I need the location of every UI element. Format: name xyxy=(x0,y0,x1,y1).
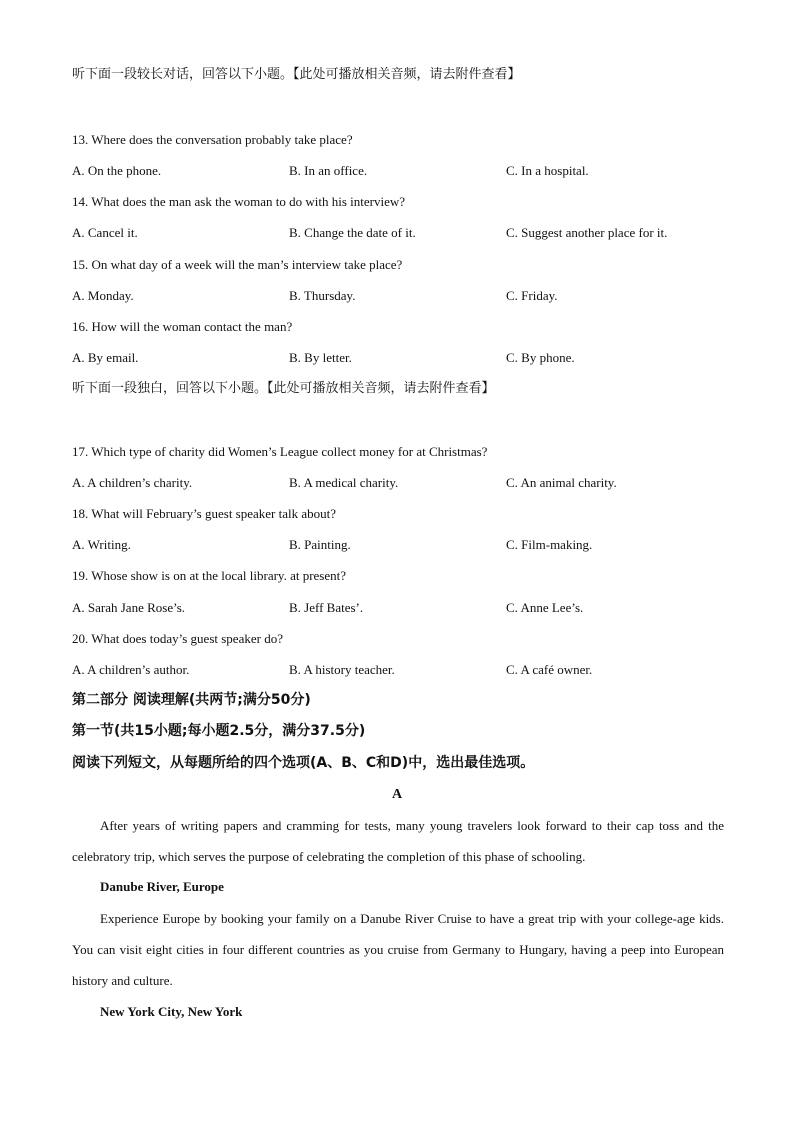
section1-title: 第一节(共15小题;每小题2.5分，满分37.5分) xyxy=(72,723,366,739)
question-15-option-b: B. Thursday. xyxy=(289,288,356,303)
question-20: 20. What does today’s guest speaker do? xyxy=(72,631,283,646)
question-14: 14. What does the man ask the woman to do with his interview? xyxy=(72,194,405,209)
question-20-option-a: A. A children’s author. xyxy=(72,662,190,677)
question-19-option-a: A. Sarah Jane Rose’s. xyxy=(72,600,186,615)
question-18-option-b: B. Painting. xyxy=(289,537,351,552)
question-13-option-b: B. In an office. xyxy=(289,163,368,178)
question-16: 16. How will the woman contact the man? xyxy=(72,319,293,334)
passage-intro: After years of writing papers and cramming for tests, many young travelers look forward to their cap toss and the celebratory trip, which serves the purpose of celebrating the completion of this phase of schooling. xyxy=(72,818,724,864)
question-13: 13. Where does the conversation probably take place? xyxy=(72,132,353,147)
question-18-option-a: A. Writing. xyxy=(72,537,131,552)
question-18-option-c: C. Film-making. xyxy=(506,537,593,552)
question-16-option-c: C. By phone. xyxy=(506,350,575,365)
section-listen-mono-instruction: 听下面一段独白，回答以下小题。【此处可播放相关音频，请去附件查看】 xyxy=(72,381,495,396)
question-13-option-a: A. On the phone. xyxy=(72,163,162,178)
question-14-option-a: A. Cancel it. xyxy=(72,225,138,240)
question-16-option-a: A. By email. xyxy=(72,350,139,365)
question-13-option-c: C. In a hospital. xyxy=(506,163,589,178)
question-19-option-b: B. Jeff Bates’. xyxy=(289,600,364,615)
question-17: 17. Which type of charity did Women’s League collect money for at Christmas? xyxy=(72,444,488,459)
question-17-option-b: B. A medical charity. xyxy=(289,475,399,490)
question-20-option-b: B. A history teacher. xyxy=(289,662,395,677)
question-18: 18. What will February’s guest speaker talk about? xyxy=(72,506,337,521)
part2-title: 第二部分 阅读理解(共两节;满分50分) xyxy=(72,692,311,708)
question-20-option-c: C. A café owner. xyxy=(506,662,593,677)
reading-instruction: 阅读下列短文，从每题所给的四个选项(A、B、C和D)中，选出最佳选项。 xyxy=(72,755,535,771)
question-16-option-b: B. By letter. xyxy=(289,350,352,365)
question-19: 19. Whose show is on at the local library. at present? xyxy=(72,568,347,583)
heading-danube: Danube River, Europe xyxy=(100,879,224,894)
question-15-option-c: C. Friday. xyxy=(506,288,558,303)
question-14-option-b: B. Change the date of it. xyxy=(289,225,416,240)
heading-nyc: New York City, New York xyxy=(100,1004,243,1019)
question-17-option-c: C. An animal charity. xyxy=(506,475,617,490)
passage-label: A xyxy=(391,787,403,802)
section-listen-long-instruction: 听下面一段较长对话，回答以下小题。【此处可播放相关音频，请去附件查看】 xyxy=(72,67,521,82)
question-14-option-c: C. Suggest another place for it. xyxy=(506,225,668,240)
question-19-option-c: C. Anne Lee’s. xyxy=(506,600,584,615)
question-15: 15. On what day of a week will the man’s interview take place? xyxy=(72,257,403,272)
danube-paragraph: Experience Europe by booking your family on a Danube River Cruise to have a great trip with your college-age kids. You can visit eight cities in four different countries as you cruise from Germany to Hungary, having a peep into European history and culture. xyxy=(72,911,724,988)
question-17-option-a: A. A children’s charity. xyxy=(72,475,193,490)
question-15-option-a: A. Monday. xyxy=(72,288,134,303)
